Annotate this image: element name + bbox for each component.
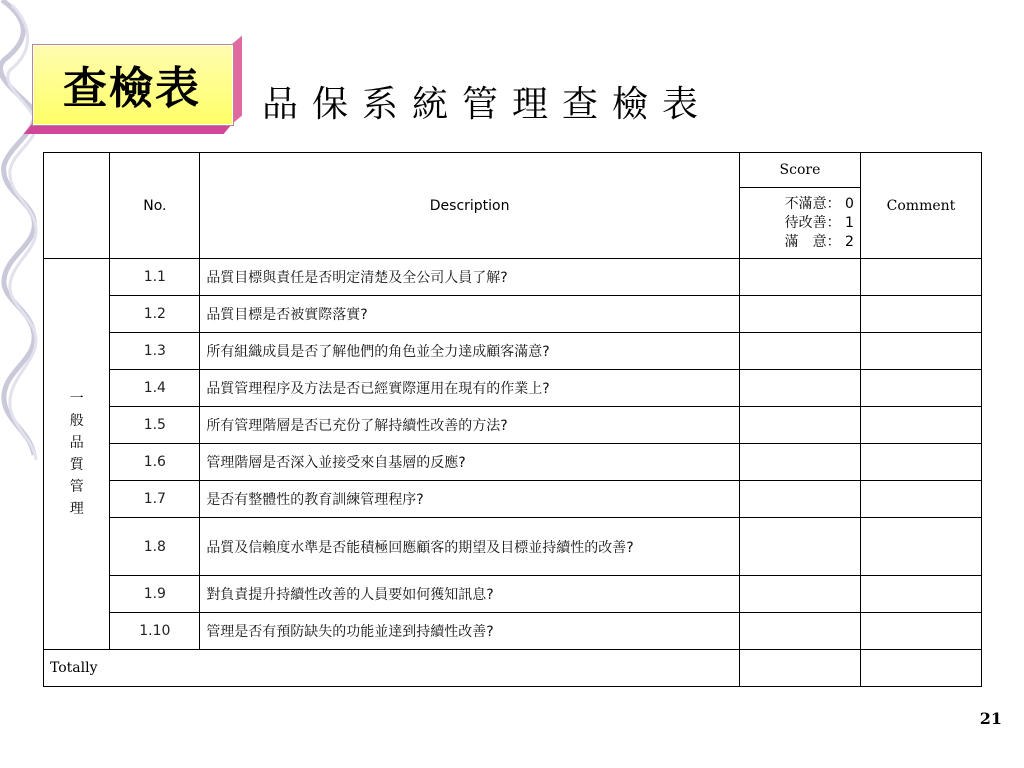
score-cell[interactable] bbox=[739, 407, 860, 444]
row-number: 1.8 bbox=[110, 518, 200, 576]
comment-cell[interactable] bbox=[860, 518, 981, 576]
row-description: 品質及信賴度水準是否能積極回應顧客的期望及目標並持續性的改善? bbox=[200, 518, 740, 576]
row-description: 所有管理階層是否已充份了解持續性改善的方法? bbox=[200, 407, 740, 444]
section-badge bbox=[28, 40, 240, 132]
table-row bbox=[44, 333, 982, 370]
table-row bbox=[44, 407, 982, 444]
total-row bbox=[44, 650, 982, 687]
category-char: 一 bbox=[69, 391, 84, 407]
row-description: 是否有整體性的教育訓練管理程序? bbox=[200, 481, 740, 518]
table-row bbox=[44, 259, 982, 296]
row-number: 1.2 bbox=[110, 296, 200, 333]
total-label: Totally bbox=[44, 650, 740, 687]
row-description: 品質管理程序及方法是否已經實際運用在現有的作業上? bbox=[200, 370, 740, 407]
category-label bbox=[44, 259, 110, 650]
total-comment-cell[interactable] bbox=[860, 650, 981, 687]
table-row bbox=[44, 296, 982, 333]
score-cell[interactable] bbox=[739, 370, 860, 407]
comment-cell[interactable] bbox=[860, 259, 981, 296]
header-comment: Comment bbox=[860, 153, 981, 259]
table-row bbox=[44, 481, 982, 518]
row-number: 1.4 bbox=[110, 370, 200, 407]
row-number: 1.3 bbox=[110, 333, 200, 370]
row-description: 管理階層是否深入並接受來自基層的反應? bbox=[200, 444, 740, 481]
header-no: No. bbox=[110, 153, 200, 259]
score-cell[interactable] bbox=[739, 481, 860, 518]
category-char: 質 bbox=[69, 457, 84, 473]
row-number: 1.5 bbox=[110, 407, 200, 444]
score-cell[interactable] bbox=[739, 576, 860, 613]
header-score: Score bbox=[739, 153, 860, 188]
header-category-cell bbox=[44, 153, 110, 259]
comment-cell[interactable] bbox=[860, 576, 981, 613]
row-description: 品質目標與責任是否明定清楚及全公司人員了解? bbox=[200, 259, 740, 296]
score-cell[interactable] bbox=[739, 333, 860, 370]
row-number: 1.7 bbox=[110, 481, 200, 518]
badge-label: 查檢表 bbox=[63, 63, 201, 114]
page-title: 品保系統管理查檢表 bbox=[262, 84, 713, 125]
category-char: 管 bbox=[69, 479, 84, 495]
table-row bbox=[44, 370, 982, 407]
table-row bbox=[44, 518, 982, 576]
row-number: 1.10 bbox=[110, 613, 200, 650]
comment-cell[interactable] bbox=[860, 333, 981, 370]
comment-cell[interactable] bbox=[860, 444, 981, 481]
comment-cell[interactable] bbox=[860, 613, 981, 650]
row-description: 所有組織成員是否了解他們的角色並全力達成顧客滿意? bbox=[200, 333, 740, 370]
row-description: 對負責提升持續性改善的人員要如何獲知訊息? bbox=[200, 576, 740, 613]
total-score-cell[interactable] bbox=[739, 650, 860, 687]
row-number: 1.1 bbox=[110, 259, 200, 296]
header-description: Description bbox=[200, 153, 740, 259]
score-legend bbox=[739, 188, 860, 259]
comment-cell[interactable] bbox=[860, 481, 981, 518]
table-row bbox=[44, 444, 982, 481]
category-char: 理 bbox=[69, 501, 84, 517]
comment-cell[interactable] bbox=[860, 370, 981, 407]
score-cell[interactable] bbox=[739, 613, 860, 650]
row-description: 管理是否有預防缺失的功能並達到持續性改善? bbox=[200, 613, 740, 650]
row-description: 品質目標是否被實際落實? bbox=[200, 296, 740, 333]
score-cell[interactable] bbox=[739, 444, 860, 481]
score-cell[interactable] bbox=[739, 296, 860, 333]
row-number: 1.6 bbox=[110, 444, 200, 481]
category-char: 般 bbox=[69, 413, 84, 429]
table-row bbox=[44, 613, 982, 650]
score-legend-improve: 待改善： 1 bbox=[784, 214, 854, 231]
table-row bbox=[44, 576, 982, 613]
category-char: 品 bbox=[69, 435, 84, 451]
comment-cell[interactable] bbox=[860, 407, 981, 444]
comment-cell[interactable] bbox=[860, 296, 981, 333]
page-number: 21 bbox=[979, 709, 1002, 728]
score-cell[interactable] bbox=[739, 259, 860, 296]
score-legend-dissatisfied: 不滿意： 0 bbox=[784, 195, 854, 212]
checklist-table bbox=[43, 152, 982, 687]
score-cell[interactable] bbox=[739, 518, 860, 576]
row-number: 1.9 bbox=[110, 576, 200, 613]
score-legend-satisfied: 滿 意： 2 bbox=[784, 233, 854, 250]
header-row bbox=[44, 153, 982, 188]
